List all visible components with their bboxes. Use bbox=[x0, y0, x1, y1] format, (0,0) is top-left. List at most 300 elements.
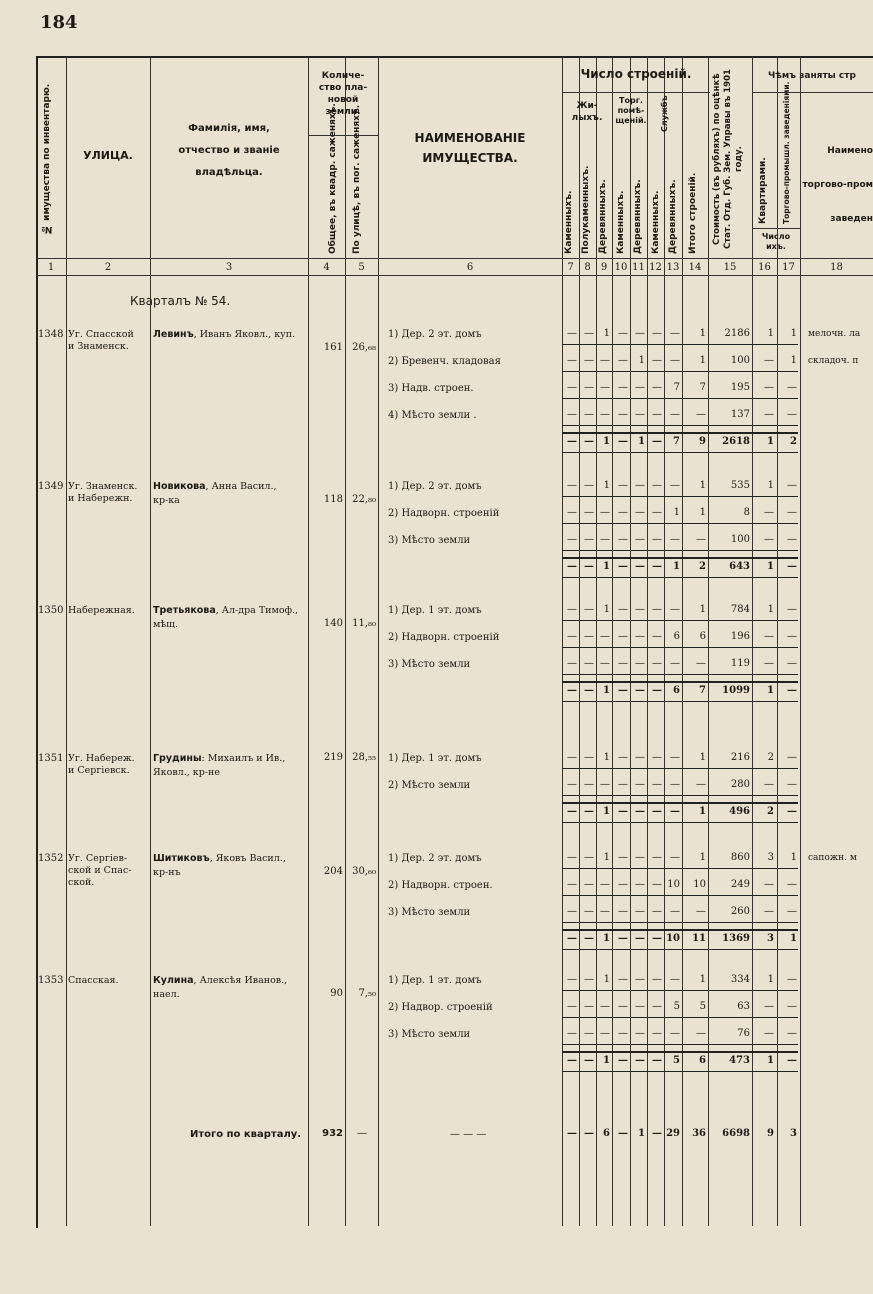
building-count-cell: — bbox=[567, 507, 577, 518]
trade-estab-cell: — bbox=[787, 974, 797, 985]
building-count-cell: — bbox=[567, 1128, 577, 1139]
header-residential-line: лыхъ. bbox=[571, 113, 603, 123]
trade-estab-cell: — bbox=[787, 409, 797, 420]
building-count-cell: — bbox=[670, 604, 680, 615]
column-number: 13 bbox=[666, 262, 680, 273]
trade-estab-cell: — bbox=[787, 685, 797, 696]
property-item: 3) Мѣсто земли bbox=[388, 1029, 471, 1040]
building-count-cell: — bbox=[696, 658, 706, 669]
land-front: 7,₅₀ bbox=[358, 988, 376, 999]
column-number: 7 bbox=[567, 262, 574, 273]
building-count-cell: — bbox=[618, 534, 628, 545]
apartments-cell: 1 bbox=[767, 436, 774, 447]
building-count-cell: 1 bbox=[603, 806, 610, 817]
building-count-cell: — bbox=[635, 806, 645, 817]
building-count-cell: — bbox=[584, 779, 594, 790]
building-count-cell: 1 bbox=[673, 507, 680, 518]
property-item: 2) Надворн. строеній bbox=[388, 508, 500, 519]
building-count-cell: — bbox=[652, 328, 662, 339]
street-name: Набережная. bbox=[68, 605, 135, 616]
total-line bbox=[562, 1051, 798, 1053]
apartments-cell: 1 bbox=[767, 1055, 774, 1066]
apartments-cell: 1 bbox=[767, 480, 774, 491]
trade-estab-cell: — bbox=[787, 1028, 797, 1039]
building-count-cell: — bbox=[652, 806, 662, 817]
trade-estab-cell: — bbox=[787, 806, 797, 817]
property-item: 1) Дер. 1 эт. домъ bbox=[388, 605, 482, 616]
column-number: 10 bbox=[614, 262, 628, 273]
header-count bbox=[752, 232, 800, 252]
building-count-cell: — bbox=[696, 779, 706, 790]
header-stone: Каменныхъ. bbox=[651, 190, 661, 254]
building-count-cell: — bbox=[584, 409, 594, 420]
trade-estab-cell: — bbox=[787, 658, 797, 669]
header-wooden: Деревянныхъ. bbox=[633, 179, 643, 254]
building-count-cell: 1 bbox=[699, 752, 706, 763]
column-number: 12 bbox=[649, 262, 662, 273]
inventory-number: 1349 bbox=[38, 481, 64, 492]
column-line bbox=[345, 56, 346, 1226]
header-land-line: ство пла- bbox=[318, 83, 368, 93]
building-count-cell: 1 bbox=[699, 507, 706, 518]
building-count-cell: — bbox=[652, 436, 662, 447]
building-count-cell: 1 bbox=[603, 752, 610, 763]
building-count-cell: — bbox=[652, 480, 662, 491]
header-buildings: Число строеній. bbox=[580, 67, 692, 81]
property-item: 4) Мѣсто земли . bbox=[388, 410, 477, 421]
building-count-cell: — bbox=[567, 852, 577, 863]
building-count-cell: — bbox=[618, 933, 628, 944]
value-cell: 76 bbox=[737, 1028, 750, 1039]
building-count-cell: — bbox=[584, 852, 594, 863]
building-count-cell: — bbox=[670, 409, 680, 420]
building-count-cell: — bbox=[584, 879, 594, 890]
building-count-cell: — bbox=[584, 806, 594, 817]
building-count-cell: 5 bbox=[699, 1001, 706, 1012]
owner-surname: Новикова bbox=[153, 481, 206, 492]
trade-estab-cell: — bbox=[787, 604, 797, 615]
property-item: 1) Дер. 1 эт. домъ bbox=[388, 753, 482, 764]
owner-surname: Левинъ bbox=[153, 329, 194, 340]
building-count-cell: — bbox=[635, 685, 645, 696]
building-count-cell: — bbox=[670, 328, 680, 339]
building-count-cell: — bbox=[618, 752, 628, 763]
building-count-cell: 1 bbox=[603, 561, 610, 572]
building-count-cell: — bbox=[635, 906, 645, 917]
apartments-cell: 3 bbox=[767, 852, 774, 863]
building-count-cell: — bbox=[600, 409, 610, 420]
building-count-cell: — bbox=[618, 974, 628, 985]
item-underline bbox=[562, 425, 798, 426]
building-count-cell: — bbox=[618, 328, 628, 339]
land-area: 161 bbox=[323, 342, 343, 353]
apartments-cell: 2 bbox=[767, 806, 774, 817]
building-count-cell: — bbox=[652, 779, 662, 790]
land-front: 22,₈₀ bbox=[352, 494, 376, 505]
building-count-cell: 7 bbox=[673, 436, 680, 447]
street-name: Спасская. bbox=[68, 975, 119, 986]
building-count-cell: — bbox=[584, 507, 594, 518]
column-number: 18 bbox=[830, 262, 843, 273]
land-front: 30,₆₀ bbox=[352, 866, 376, 877]
building-count-cell: — bbox=[635, 974, 645, 985]
total-line bbox=[562, 432, 798, 434]
header-trade-estab: Торгово-промышл. заведеніями. bbox=[782, 81, 791, 224]
header-property-line: ИМУЩЕСТВА. bbox=[422, 151, 518, 165]
owner-name bbox=[153, 852, 286, 865]
trade-estab-cell: 1 bbox=[790, 328, 797, 339]
building-count-cell: — bbox=[600, 355, 610, 366]
trade-estab-cell: — bbox=[787, 1055, 797, 1066]
item-underline bbox=[562, 1044, 798, 1045]
value-cell: 784 bbox=[730, 604, 750, 615]
item-underline bbox=[562, 990, 798, 991]
building-count-cell: — bbox=[567, 806, 577, 817]
building-count-cell: — bbox=[584, 1128, 594, 1139]
building-count-cell: — bbox=[600, 658, 610, 669]
building-count-cell: 7 bbox=[673, 382, 680, 393]
trade-estab-cell: — bbox=[787, 631, 797, 642]
building-count-cell: — bbox=[618, 604, 628, 615]
total-line bbox=[562, 681, 798, 683]
land-front: 26,₆₈ bbox=[352, 342, 376, 353]
building-count-cell: — bbox=[652, 906, 662, 917]
building-count-cell: — bbox=[584, 355, 594, 366]
building-count-cell: — bbox=[567, 933, 577, 944]
property-item: 1) Дер. 2 эт. домъ bbox=[388, 853, 482, 864]
building-count-cell: — bbox=[567, 534, 577, 545]
apartments-cell: 1 bbox=[767, 561, 774, 572]
building-count-cell: — bbox=[635, 933, 645, 944]
owner-surname: Шитиковъ bbox=[153, 853, 210, 864]
street-name: и Знаменск. bbox=[68, 341, 129, 352]
column-line bbox=[150, 56, 151, 1226]
building-count-cell: — bbox=[696, 409, 706, 420]
building-count-cell: 10 bbox=[667, 879, 680, 890]
trade-estab-cell: — bbox=[787, 1001, 797, 1012]
header-property-line: НАИМЕНОВАНІЕ bbox=[414, 131, 526, 145]
building-count-cell: 2 bbox=[699, 561, 706, 572]
building-count-cell: — bbox=[600, 507, 610, 518]
building-count-cell: 1 bbox=[603, 436, 610, 447]
column-number: 8 bbox=[584, 262, 591, 273]
building-count-cell: — bbox=[567, 480, 577, 491]
building-count-cell: 1 bbox=[603, 480, 610, 491]
building-count-cell: — bbox=[567, 1028, 577, 1039]
count-subline bbox=[752, 228, 800, 229]
owner-details: , Иванъ Яковл., куп. bbox=[193, 329, 296, 340]
property-item: 1) Дер. 2 эт. домъ bbox=[388, 481, 482, 492]
trade-estab-cell: 1 bbox=[790, 933, 797, 944]
header-name-trade-line: торгово-пром bbox=[802, 180, 873, 190]
building-count-cell: — bbox=[635, 534, 645, 545]
building-count-cell: 1 bbox=[603, 604, 610, 615]
building-count-cell: — bbox=[584, 604, 594, 615]
property-item: 3) Мѣсто земли bbox=[388, 907, 471, 918]
header-count-line: Число bbox=[761, 232, 791, 241]
column-line bbox=[66, 56, 67, 1226]
building-count-cell: 1 bbox=[638, 355, 645, 366]
building-count-cell: 9 bbox=[699, 436, 706, 447]
header-service: Службъ bbox=[660, 95, 669, 132]
building-count-cell: — bbox=[652, 1001, 662, 1012]
building-count-cell: — bbox=[652, 852, 662, 863]
total-underline bbox=[562, 701, 798, 702]
inventory-number: 1348 bbox=[38, 329, 64, 340]
building-count-cell: — bbox=[567, 355, 577, 366]
item-underline bbox=[562, 868, 798, 869]
building-count-cell: — bbox=[635, 631, 645, 642]
building-count-cell: — bbox=[670, 752, 680, 763]
building-count-cell: 1 bbox=[699, 328, 706, 339]
building-count-cell: — bbox=[635, 1028, 645, 1039]
quarter-title: Кварталъ № 54. bbox=[130, 294, 231, 308]
owner-name bbox=[153, 604, 298, 617]
building-count-cell: — bbox=[618, 685, 628, 696]
grand-total-label: Итого по кварталу. bbox=[190, 1129, 302, 1140]
building-count-cell: — bbox=[652, 1128, 662, 1139]
street-name: Уг. Набереж. bbox=[68, 753, 135, 764]
building-count-cell: — bbox=[635, 507, 645, 518]
column-number: 3 bbox=[225, 262, 233, 273]
column-number: 15 bbox=[723, 262, 737, 273]
inventory-number: 1352 bbox=[38, 853, 64, 864]
building-count-cell: — bbox=[584, 1001, 594, 1012]
building-count-cell: — bbox=[670, 355, 680, 366]
building-count-cell: — bbox=[670, 852, 680, 863]
apartments-cell: — bbox=[764, 658, 774, 669]
property-item: 1) Дер. 1 эт. домъ bbox=[388, 975, 482, 986]
header-owner-line: отчество и званіе bbox=[178, 145, 280, 156]
building-count-cell: — bbox=[584, 631, 594, 642]
land-area: 118 bbox=[323, 494, 343, 505]
owner-details: , Яковъ Васил., bbox=[209, 853, 286, 864]
column-number: 5 bbox=[358, 262, 365, 273]
trade-estab-cell: — bbox=[787, 382, 797, 393]
building-count-cell: — bbox=[635, 409, 645, 420]
colnum-bottom-line bbox=[36, 275, 873, 276]
header-land-total: Общее, въ квадр. саженяхъ. bbox=[328, 103, 338, 254]
building-count-cell: — bbox=[652, 355, 662, 366]
owner-surname: Кулина bbox=[153, 975, 194, 986]
building-count-cell: — bbox=[618, 906, 628, 917]
header-name-trade-line: Наимено bbox=[827, 146, 873, 156]
building-count-cell: — bbox=[670, 779, 680, 790]
value-cell: 535 bbox=[730, 480, 750, 491]
building-count-cell: 7 bbox=[699, 382, 706, 393]
building-count-cell: 7 bbox=[699, 685, 706, 696]
apartments-cell: — bbox=[764, 534, 774, 545]
building-count-cell: 1 bbox=[699, 806, 706, 817]
owner-details: мѣщ. bbox=[153, 619, 178, 630]
column-number: 17 bbox=[782, 262, 795, 273]
land-subline bbox=[308, 135, 378, 136]
building-count-cell: 6 bbox=[673, 631, 680, 642]
building-count-cell: — bbox=[635, 1055, 645, 1066]
apartments-cell: — bbox=[764, 507, 774, 518]
property-item: 1) Дер. 2 эт. домъ bbox=[388, 329, 482, 340]
value-cell: 334 bbox=[730, 974, 750, 985]
total-underline bbox=[562, 822, 798, 823]
value-cell: 119 bbox=[730, 658, 750, 669]
apartments-cell: — bbox=[764, 1028, 774, 1039]
building-count-cell: 6 bbox=[699, 631, 706, 642]
trade-estab-cell: — bbox=[787, 779, 797, 790]
trade-estab-cell: — bbox=[787, 561, 797, 572]
value-cell: 195 bbox=[730, 382, 750, 393]
building-count-cell: 1 bbox=[699, 974, 706, 985]
building-count-cell: — bbox=[618, 507, 628, 518]
land-area: 90 bbox=[330, 988, 343, 999]
building-count-cell: — bbox=[584, 382, 594, 393]
building-count-cell: — bbox=[696, 1028, 706, 1039]
trade-estab-cell: 1 bbox=[790, 852, 797, 863]
building-count-cell: — bbox=[584, 561, 594, 572]
property-item: 2) Бревенч. кладовая bbox=[388, 356, 501, 367]
building-count-cell: — bbox=[635, 879, 645, 890]
building-count-cell: 1 bbox=[603, 1055, 610, 1066]
header-land-line: новой bbox=[327, 95, 359, 105]
land-area: 219 bbox=[323, 752, 343, 763]
building-count-cell: 29 bbox=[666, 1128, 680, 1139]
building-count-cell: — bbox=[567, 685, 577, 696]
building-count-cell: — bbox=[600, 1028, 610, 1039]
item-underline bbox=[562, 674, 798, 675]
building-count-cell: — bbox=[567, 328, 577, 339]
header-occupied: Чѣмъ заняты стр bbox=[768, 71, 856, 81]
street-name: ской. bbox=[68, 877, 95, 888]
building-count-cell: — bbox=[635, 752, 645, 763]
owner-details: : Михаилъ и Ив., bbox=[201, 753, 286, 764]
grand-total-area: 932 bbox=[322, 1128, 343, 1139]
building-count-cell: 5 bbox=[673, 1001, 680, 1012]
building-count-cell: — bbox=[670, 1028, 680, 1039]
building-count-cell: — bbox=[618, 436, 628, 447]
item-underline bbox=[562, 895, 798, 896]
building-count-cell: — bbox=[600, 906, 610, 917]
building-count-cell: — bbox=[584, 906, 594, 917]
building-count-cell: — bbox=[567, 974, 577, 985]
total-underline bbox=[562, 1071, 798, 1072]
owner-name bbox=[153, 752, 285, 765]
header-property bbox=[378, 128, 562, 168]
property-item: 2) Надворн. строен. bbox=[388, 880, 493, 891]
building-count-cell: — bbox=[567, 752, 577, 763]
apartments-cell: — bbox=[764, 779, 774, 790]
grand-total-front: — bbox=[357, 1128, 367, 1139]
apartments-cell: — bbox=[764, 382, 774, 393]
header-name-trade bbox=[800, 134, 873, 236]
header-street: УЛИЦА. bbox=[83, 149, 133, 162]
apartments-cell: 1 bbox=[767, 974, 774, 985]
building-count-cell: — bbox=[670, 806, 680, 817]
street-name: Уг. Спасской bbox=[68, 329, 134, 340]
apartments-cell: 2 bbox=[767, 752, 774, 763]
building-count-cell: 1 bbox=[699, 604, 706, 615]
land-area: 204 bbox=[323, 866, 343, 877]
value-cell: 100 bbox=[730, 534, 750, 545]
value-cell: 1369 bbox=[722, 933, 750, 944]
building-count-cell: — bbox=[652, 631, 662, 642]
owner-name bbox=[153, 480, 277, 493]
grand-total-property: — — — bbox=[450, 1129, 487, 1140]
building-count-cell: — bbox=[600, 631, 610, 642]
apartments-cell: — bbox=[764, 355, 774, 366]
value-cell: 860 bbox=[730, 852, 750, 863]
item-underline bbox=[562, 922, 798, 923]
building-count-cell: — bbox=[600, 1001, 610, 1012]
column-number: 9 bbox=[600, 262, 608, 273]
building-count-cell: — bbox=[618, 1028, 628, 1039]
apartments-cell: 9 bbox=[767, 1128, 774, 1139]
land-area: 140 bbox=[323, 618, 343, 629]
building-count-cell: — bbox=[652, 507, 662, 518]
total-underline bbox=[562, 577, 798, 578]
apartments-cell: 1 bbox=[767, 685, 774, 696]
land-front: 28,₅₅ bbox=[352, 752, 376, 763]
building-count-cell: — bbox=[618, 779, 628, 790]
street-name: Уг. Сергіев- bbox=[68, 853, 128, 864]
apartments-cell: — bbox=[764, 631, 774, 642]
item-underline bbox=[562, 344, 798, 345]
owner-surname: Грудины bbox=[153, 753, 202, 764]
trade-estab-cell: 1 bbox=[790, 355, 797, 366]
building-count-cell: — bbox=[635, 779, 645, 790]
building-count-cell: — bbox=[652, 409, 662, 420]
building-count-cell: 11 bbox=[692, 933, 706, 944]
column-number: 1 bbox=[47, 262, 55, 273]
header-owner-line: владѣльца. bbox=[195, 167, 263, 178]
occupied-subline bbox=[752, 92, 873, 93]
building-count-cell: — bbox=[652, 933, 662, 944]
header-land-street: По улицѣ, въ пог. саженяхъ. bbox=[352, 104, 362, 254]
building-count-cell: — bbox=[696, 906, 706, 917]
building-count-cell: — bbox=[567, 561, 577, 572]
building-count-cell: — bbox=[567, 779, 577, 790]
total-underline bbox=[562, 949, 798, 950]
building-count-cell: 10 bbox=[693, 879, 706, 890]
property-item: 2) Мѣсто земли bbox=[388, 780, 471, 791]
item-underline bbox=[562, 768, 798, 769]
item-underline bbox=[562, 647, 798, 648]
building-count-cell: — bbox=[567, 906, 577, 917]
building-count-cell: — bbox=[618, 631, 628, 642]
column-number: 11 bbox=[632, 262, 645, 273]
building-count-cell: 1 bbox=[699, 355, 706, 366]
building-count-cell: — bbox=[670, 534, 680, 545]
owner-details: наел. bbox=[153, 989, 180, 1000]
item-underline bbox=[562, 620, 798, 621]
trade-name: мелочн. ла bbox=[808, 329, 861, 339]
header-stone: Каменныхъ. bbox=[564, 190, 574, 254]
building-count-cell: — bbox=[600, 879, 610, 890]
value-cell: 196 bbox=[730, 631, 750, 642]
building-count-cell: — bbox=[652, 752, 662, 763]
building-count-cell: — bbox=[584, 328, 594, 339]
trade-estab-cell: — bbox=[787, 906, 797, 917]
header-inv: № имущества по инвентарю. bbox=[42, 83, 52, 235]
building-count-cell: 1 bbox=[699, 852, 706, 863]
building-count-cell: — bbox=[567, 658, 577, 669]
building-count-cell: — bbox=[584, 658, 594, 669]
building-count-cell: — bbox=[600, 534, 610, 545]
header-bottom-line bbox=[36, 258, 873, 259]
trade-name: складоч. п bbox=[808, 356, 859, 366]
building-count-cell: — bbox=[567, 436, 577, 447]
building-count-cell: — bbox=[618, 658, 628, 669]
value-cell: 496 bbox=[729, 806, 750, 817]
value-cell: 63 bbox=[737, 1001, 750, 1012]
